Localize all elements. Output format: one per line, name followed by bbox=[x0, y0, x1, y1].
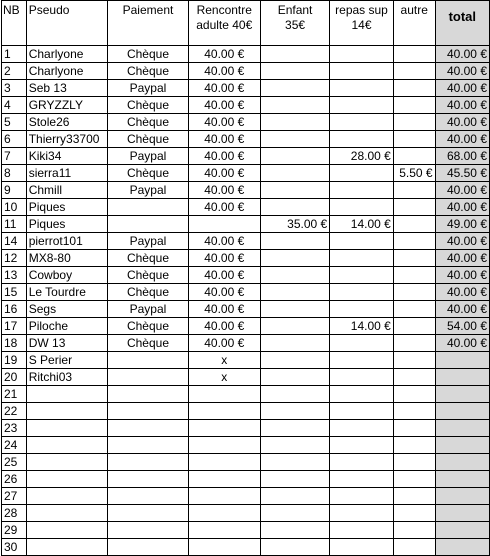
cell-pseudo: Chmill bbox=[26, 182, 108, 199]
cell-total: 40.00 € bbox=[435, 284, 489, 301]
cell-nb: 2 bbox=[2, 63, 27, 80]
cell-autre bbox=[393, 267, 435, 284]
cell-adulte bbox=[188, 539, 260, 556]
table-row bbox=[2, 403, 490, 420]
cell-total: 40.00 € bbox=[435, 267, 489, 284]
cell-repas: 14.00 € bbox=[330, 318, 394, 335]
cell-paiement bbox=[108, 369, 188, 386]
cell-repas bbox=[330, 233, 394, 250]
header-pseudo: Pseudo bbox=[26, 1, 108, 46]
cell-total bbox=[435, 403, 489, 420]
cell-total: 40.00 € bbox=[435, 131, 489, 148]
cell-nb: 26 bbox=[2, 471, 27, 488]
cell-total bbox=[435, 437, 489, 454]
cell-pseudo bbox=[26, 403, 108, 420]
cell-adulte: x bbox=[188, 352, 260, 369]
cell-enfant bbox=[260, 267, 329, 284]
cell-nb: 4 bbox=[2, 97, 27, 114]
cell-enfant bbox=[260, 454, 329, 471]
cell-paiement bbox=[108, 216, 188, 233]
cell-pseudo: Cowboy bbox=[26, 267, 108, 284]
cell-total: 40.00 € bbox=[435, 97, 489, 114]
table-row bbox=[2, 369, 490, 386]
cell-repas bbox=[330, 97, 394, 114]
cell-enfant bbox=[260, 505, 329, 522]
cell-enfant bbox=[260, 488, 329, 505]
cell-pseudo bbox=[26, 454, 108, 471]
cell-autre bbox=[393, 352, 435, 369]
cell-nb: 19 bbox=[2, 352, 27, 369]
cell-paiement: Chèque bbox=[108, 267, 188, 284]
cell-pseudo: Piques bbox=[26, 216, 108, 233]
cell-adulte bbox=[188, 454, 260, 471]
cell-pseudo bbox=[26, 539, 108, 556]
cell-adulte bbox=[188, 488, 260, 505]
table-row bbox=[2, 471, 490, 488]
cell-paiement: Chèque bbox=[108, 97, 188, 114]
cell-repas bbox=[330, 284, 394, 301]
cell-autre bbox=[393, 454, 435, 471]
cell-total bbox=[435, 505, 489, 522]
cell-paiement: Chèque bbox=[108, 46, 188, 63]
cell-autre bbox=[393, 437, 435, 454]
table-row bbox=[2, 454, 490, 471]
table-row bbox=[2, 267, 490, 284]
cell-paiement: Paypal bbox=[108, 148, 188, 165]
cell-pseudo bbox=[26, 522, 108, 539]
cell-repas bbox=[330, 114, 394, 131]
cell-autre bbox=[393, 488, 435, 505]
cell-adulte: 40.00 € bbox=[188, 301, 260, 318]
cell-enfant bbox=[260, 165, 329, 182]
header-total: total bbox=[435, 1, 489, 46]
table-row bbox=[2, 284, 490, 301]
cell-paiement: Chèque bbox=[108, 131, 188, 148]
cell-enfant bbox=[260, 471, 329, 488]
cell-autre bbox=[393, 250, 435, 267]
table-row bbox=[2, 165, 490, 182]
cell-enfant bbox=[260, 46, 329, 63]
cell-nb: 24 bbox=[2, 437, 27, 454]
cell-repas bbox=[330, 437, 394, 454]
cell-autre bbox=[393, 539, 435, 556]
cell-total bbox=[435, 488, 489, 505]
cell-paiement bbox=[108, 386, 188, 403]
cell-repas bbox=[330, 488, 394, 505]
cell-enfant bbox=[260, 335, 329, 352]
cell-repas bbox=[330, 199, 394, 216]
cell-repas bbox=[330, 386, 394, 403]
header-autre: autre bbox=[393, 1, 435, 46]
header-paiement: Paiement bbox=[108, 1, 188, 46]
cell-enfant bbox=[260, 80, 329, 97]
table-row bbox=[2, 46, 490, 63]
cell-autre bbox=[393, 335, 435, 352]
cell-adulte bbox=[188, 420, 260, 437]
cell-pseudo: Kiki34 bbox=[26, 148, 108, 165]
cell-autre bbox=[393, 148, 435, 165]
cell-paiement bbox=[108, 352, 188, 369]
cell-repas bbox=[330, 46, 394, 63]
cell-repas: 28.00 € bbox=[330, 148, 394, 165]
cell-enfant bbox=[260, 63, 329, 80]
cell-autre bbox=[393, 301, 435, 318]
header-enfant-line2: 35€ bbox=[285, 18, 306, 32]
cell-adulte bbox=[188, 522, 260, 539]
cell-paiement bbox=[108, 403, 188, 420]
table-row bbox=[2, 216, 490, 233]
cell-nb: 8 bbox=[2, 165, 27, 182]
cell-total: 40.00 € bbox=[435, 80, 489, 97]
cell-total: 40.00 € bbox=[435, 250, 489, 267]
cell-nb: 29 bbox=[2, 522, 27, 539]
cell-autre bbox=[393, 420, 435, 437]
cell-paiement: Chèque bbox=[108, 250, 188, 267]
cell-nb: 30 bbox=[2, 539, 27, 556]
table-row bbox=[2, 522, 490, 539]
cell-autre bbox=[393, 318, 435, 335]
cell-repas bbox=[330, 420, 394, 437]
cell-autre bbox=[393, 131, 435, 148]
cell-pseudo bbox=[26, 420, 108, 437]
cell-pseudo: Ritchi03 bbox=[26, 369, 108, 386]
cell-nb: 16 bbox=[2, 301, 27, 318]
header-enfant-line1: Enfant bbox=[277, 3, 313, 17]
cell-nb: 28 bbox=[2, 505, 27, 522]
table-row bbox=[2, 488, 490, 505]
cell-pseudo: Stole26 bbox=[26, 114, 108, 131]
cell-adulte bbox=[188, 505, 260, 522]
header-repas-line1: repas sup bbox=[335, 3, 388, 17]
cell-enfant bbox=[260, 301, 329, 318]
cell-autre bbox=[393, 386, 435, 403]
cell-repas bbox=[330, 352, 394, 369]
cell-enfant: 35.00 € bbox=[260, 216, 329, 233]
cell-nb: 18 bbox=[2, 335, 27, 352]
header-nb: NB bbox=[2, 1, 27, 46]
cell-autre bbox=[393, 182, 435, 199]
cell-paiement: Chèque bbox=[108, 114, 188, 131]
cell-pseudo: S Perier bbox=[26, 352, 108, 369]
cell-total: 49.00 € bbox=[435, 216, 489, 233]
cell-autre bbox=[393, 505, 435, 522]
cell-repas bbox=[330, 505, 394, 522]
cell-nb: 11 bbox=[2, 216, 27, 233]
table-body bbox=[2, 46, 490, 556]
cell-nb: 15 bbox=[2, 284, 27, 301]
cell-adulte: 40.00 € bbox=[188, 267, 260, 284]
cell-total: 45.50 € bbox=[435, 165, 489, 182]
cell-repas bbox=[330, 80, 394, 97]
cell-enfant bbox=[260, 386, 329, 403]
cell-enfant bbox=[260, 131, 329, 148]
cell-adulte: 40.00 € bbox=[188, 284, 260, 301]
cell-nb: 25 bbox=[2, 454, 27, 471]
cell-adulte: 40.00 € bbox=[188, 182, 260, 199]
cell-paiement: Paypal bbox=[108, 233, 188, 250]
cell-total: 40.00 € bbox=[435, 182, 489, 199]
cell-pseudo: Seb 13 bbox=[26, 80, 108, 97]
cell-nb: 9 bbox=[2, 182, 27, 199]
cell-enfant bbox=[260, 352, 329, 369]
cell-paiement: Paypal bbox=[108, 301, 188, 318]
cell-paiement bbox=[108, 420, 188, 437]
table-row bbox=[2, 505, 490, 522]
cell-adulte: 40.00 € bbox=[188, 250, 260, 267]
table-row bbox=[2, 335, 490, 352]
cell-total bbox=[435, 369, 489, 386]
cell-total bbox=[435, 454, 489, 471]
cell-nb: 14 bbox=[2, 233, 27, 250]
table-row bbox=[2, 386, 490, 403]
table-row bbox=[2, 437, 490, 454]
cell-repas bbox=[330, 301, 394, 318]
cell-adulte: 40.00 € bbox=[188, 233, 260, 250]
header-repas-line2: 14€ bbox=[351, 18, 372, 32]
cell-paiement: Paypal bbox=[108, 182, 188, 199]
cell-autre bbox=[393, 114, 435, 131]
cell-enfant bbox=[260, 437, 329, 454]
cell-repas bbox=[330, 369, 394, 386]
table-row bbox=[2, 148, 490, 165]
cell-autre bbox=[393, 284, 435, 301]
cell-repas bbox=[330, 335, 394, 352]
cell-adulte: 40.00 € bbox=[188, 80, 260, 97]
cell-nb: 13 bbox=[2, 267, 27, 284]
cell-pseudo: sierra11 bbox=[26, 165, 108, 182]
table-row bbox=[2, 352, 490, 369]
cell-enfant bbox=[260, 369, 329, 386]
cell-nb: 23 bbox=[2, 420, 27, 437]
cell-adulte: 40.00 € bbox=[188, 97, 260, 114]
cell-autre bbox=[393, 233, 435, 250]
cell-pseudo: Segs bbox=[26, 301, 108, 318]
cell-adulte: 40.00 € bbox=[188, 114, 260, 131]
cell-paiement: Chèque bbox=[108, 318, 188, 335]
header-adulte-line1: Rencontre bbox=[196, 3, 252, 17]
cell-repas bbox=[330, 131, 394, 148]
cell-enfant bbox=[260, 522, 329, 539]
cell-pseudo: Le Tourdre bbox=[26, 284, 108, 301]
table-row bbox=[2, 250, 490, 267]
cell-pseudo bbox=[26, 505, 108, 522]
cell-nb: 12 bbox=[2, 250, 27, 267]
cell-enfant bbox=[260, 148, 329, 165]
cell-total: 40.00 € bbox=[435, 301, 489, 318]
cell-autre bbox=[393, 199, 435, 216]
cell-adulte: 40.00 € bbox=[188, 46, 260, 63]
table-row bbox=[2, 318, 490, 335]
cell-repas bbox=[330, 267, 394, 284]
cell-adulte bbox=[188, 403, 260, 420]
cell-adulte: 40.00 € bbox=[188, 165, 260, 182]
table-row bbox=[2, 63, 490, 80]
cell-nb: 7 bbox=[2, 148, 27, 165]
cell-paiement bbox=[108, 454, 188, 471]
cell-enfant bbox=[260, 284, 329, 301]
cell-total bbox=[435, 420, 489, 437]
cell-repas bbox=[330, 471, 394, 488]
cell-nb: 10 bbox=[2, 199, 27, 216]
cell-enfant bbox=[260, 318, 329, 335]
cell-enfant bbox=[260, 97, 329, 114]
cell-enfant bbox=[260, 199, 329, 216]
cell-nb: 27 bbox=[2, 488, 27, 505]
cell-adulte bbox=[188, 437, 260, 454]
cell-repas bbox=[330, 539, 394, 556]
cell-pseudo bbox=[26, 471, 108, 488]
cell-paiement bbox=[108, 522, 188, 539]
cell-total: 40.00 € bbox=[435, 114, 489, 131]
cell-paiement: Paypal bbox=[108, 80, 188, 97]
cell-enfant bbox=[260, 114, 329, 131]
cell-autre bbox=[393, 471, 435, 488]
cell-total bbox=[435, 471, 489, 488]
cell-paiement bbox=[108, 471, 188, 488]
cell-total bbox=[435, 352, 489, 369]
cell-repas bbox=[330, 522, 394, 539]
cell-enfant bbox=[260, 539, 329, 556]
cell-total: 40.00 € bbox=[435, 46, 489, 63]
cell-autre bbox=[393, 216, 435, 233]
cell-total: 40.00 € bbox=[435, 233, 489, 250]
cell-autre bbox=[393, 369, 435, 386]
cell-enfant bbox=[260, 420, 329, 437]
cell-pseudo: Thierry33700 bbox=[26, 131, 108, 148]
cell-total: 40.00 € bbox=[435, 335, 489, 352]
cell-total bbox=[435, 386, 489, 403]
table-row bbox=[2, 80, 490, 97]
table-row bbox=[2, 114, 490, 131]
cell-total: 40.00 € bbox=[435, 63, 489, 80]
cell-nb: 5 bbox=[2, 114, 27, 131]
cell-total bbox=[435, 539, 489, 556]
cell-pseudo bbox=[26, 488, 108, 505]
cell-repas: 14.00 € bbox=[330, 216, 394, 233]
cell-adulte: 40.00 € bbox=[188, 335, 260, 352]
table-row bbox=[2, 199, 490, 216]
cell-pseudo bbox=[26, 437, 108, 454]
cell-autre bbox=[393, 522, 435, 539]
table-header bbox=[2, 1, 490, 46]
cell-autre bbox=[393, 80, 435, 97]
cell-enfant bbox=[260, 182, 329, 199]
cell-pseudo: Charlyone bbox=[26, 46, 108, 63]
cell-adulte: 40.00 € bbox=[188, 148, 260, 165]
header-enfant bbox=[260, 1, 329, 46]
header-repas bbox=[330, 1, 394, 46]
cell-paiement bbox=[108, 539, 188, 556]
cell-pseudo: GRYZZLY bbox=[26, 97, 108, 114]
cell-paiement: Chèque bbox=[108, 63, 188, 80]
cell-adulte bbox=[188, 216, 260, 233]
cell-repas bbox=[330, 403, 394, 420]
header-adulte bbox=[188, 1, 260, 46]
cell-enfant bbox=[260, 233, 329, 250]
table-row bbox=[2, 233, 490, 250]
cell-adulte: 40.00 € bbox=[188, 131, 260, 148]
table-row bbox=[2, 420, 490, 437]
cell-repas bbox=[330, 250, 394, 267]
cell-adulte: 40.00 € bbox=[188, 63, 260, 80]
cell-total: 68.00 € bbox=[435, 148, 489, 165]
cell-paiement: Chèque bbox=[108, 335, 188, 352]
cell-repas bbox=[330, 165, 394, 182]
cell-paiement bbox=[108, 505, 188, 522]
cell-total: 40.00 € bbox=[435, 199, 489, 216]
cell-adulte: 40.00 € bbox=[188, 199, 260, 216]
header-adulte-line2: adulte 40€ bbox=[196, 18, 253, 32]
cell-nb: 3 bbox=[2, 80, 27, 97]
cell-repas bbox=[330, 182, 394, 199]
cell-adulte bbox=[188, 386, 260, 403]
cell-autre bbox=[393, 403, 435, 420]
cell-repas bbox=[330, 63, 394, 80]
cell-autre bbox=[393, 97, 435, 114]
cell-paiement: Chèque bbox=[108, 165, 188, 182]
table-row bbox=[2, 539, 490, 556]
table-row bbox=[2, 131, 490, 148]
cell-total bbox=[435, 522, 489, 539]
cell-adulte: 40.00 € bbox=[188, 318, 260, 335]
cell-nb: 1 bbox=[2, 46, 27, 63]
cell-nb: 6 bbox=[2, 131, 27, 148]
cell-paiement: Chèque bbox=[108, 284, 188, 301]
registration-table bbox=[1, 0, 490, 556]
cell-pseudo: MX8-80 bbox=[26, 250, 108, 267]
cell-adulte bbox=[188, 471, 260, 488]
cell-nb: 20 bbox=[2, 369, 27, 386]
cell-paiement bbox=[108, 437, 188, 454]
cell-pseudo: pierrot101 bbox=[26, 233, 108, 250]
table-row bbox=[2, 301, 490, 318]
cell-paiement bbox=[108, 488, 188, 505]
cell-pseudo bbox=[26, 386, 108, 403]
table-row bbox=[2, 182, 490, 199]
cell-pseudo: Piloche bbox=[26, 318, 108, 335]
cell-pseudo: DW 13 bbox=[26, 335, 108, 352]
cell-pseudo: Charlyone bbox=[26, 63, 108, 80]
cell-pseudo: Piques bbox=[26, 199, 108, 216]
cell-nb: 21 bbox=[2, 386, 27, 403]
cell-autre bbox=[393, 46, 435, 63]
cell-total: 54.00 € bbox=[435, 318, 489, 335]
cell-repas bbox=[330, 454, 394, 471]
cell-enfant bbox=[260, 250, 329, 267]
table-row bbox=[2, 97, 490, 114]
cell-paiement bbox=[108, 199, 188, 216]
cell-autre: 5.50 € bbox=[393, 165, 435, 182]
cell-adulte: x bbox=[188, 369, 260, 386]
cell-autre bbox=[393, 63, 435, 80]
cell-nb: 22 bbox=[2, 403, 27, 420]
cell-enfant bbox=[260, 403, 329, 420]
cell-nb: 17 bbox=[2, 318, 27, 335]
